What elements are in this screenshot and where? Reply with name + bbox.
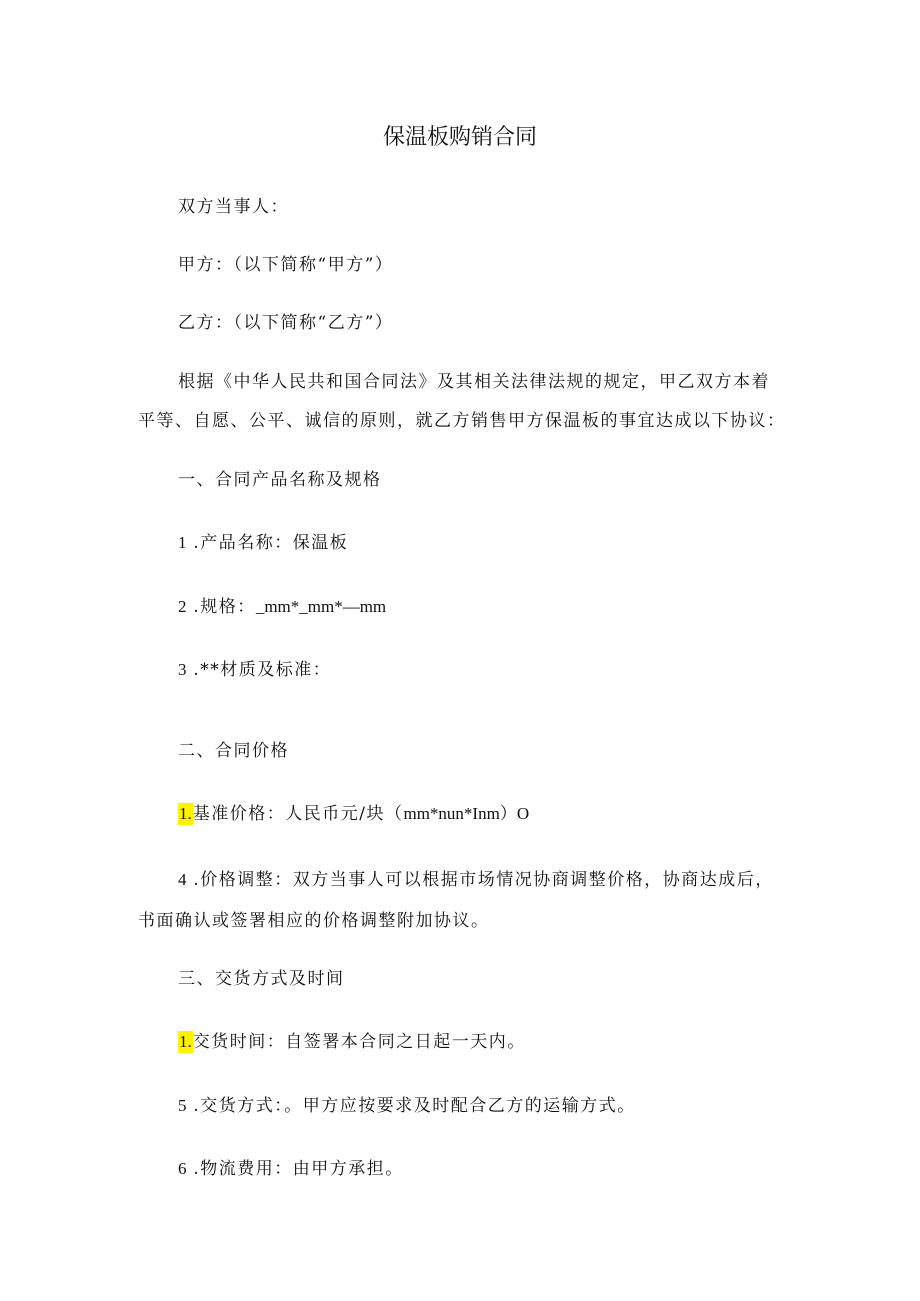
item-units: mm*nun*Inm <box>403 804 500 823</box>
section-1-item-2 <box>178 596 386 618</box>
item-tail: ）O <box>499 804 530 823</box>
item-number: 3 <box>178 660 187 679</box>
section-3-item-5 <box>178 1095 636 1117</box>
item-text: .交货方式：。甲方应按要求及时配合乙方的运输方式。 <box>193 1096 636 1116</box>
section-2-item-1 <box>178 803 529 825</box>
section-1-heading: 一、合同产品名称及规格 <box>178 470 382 490</box>
party-b-line: 乙方：（以下简称“乙方”） <box>178 313 394 333</box>
section-2-item-4 <box>178 869 774 891</box>
item-text: .物流费用：由甲方承担。 <box>193 1159 404 1179</box>
item-number: 1 <box>178 533 187 552</box>
document-title: 保温板购销合同 <box>382 125 537 150</box>
item-number: 6 <box>178 1159 187 1178</box>
section-1-item-3 <box>178 659 331 681</box>
item-text: .**材质及标准： <box>193 660 332 680</box>
item-number: 4 <box>178 870 187 889</box>
section-3-item-1 <box>178 1031 526 1053</box>
section-2-heading: 二、合同价格 <box>178 741 289 761</box>
parties-heading: 双方当事人： <box>178 197 289 217</box>
item-text: 交货时间：自签署本合同之日起一天内。 <box>192 1032 526 1052</box>
item-text: .规格： <box>193 597 256 617</box>
section-3-item-6 <box>178 1158 404 1180</box>
intro-paragraph-line-2: 平等、自愿、公平、诚信的原则，就乙方销售甲方保温板的事宜达成以下协议： <box>138 411 786 431</box>
item-number: 5 <box>178 1096 187 1115</box>
highlighted-item-number: 1. <box>179 1032 192 1051</box>
section-3-heading: 三、交货方式及时间 <box>178 969 345 989</box>
highlighted-item-number: 1. <box>179 804 192 823</box>
item-number: 2 <box>178 597 187 616</box>
item-text: .价格调整：双方当事人可以根据市场情况协商调整价格，协商达成后， <box>193 870 774 890</box>
item-dimensions: _mm*_mm*—mm <box>255 597 387 616</box>
section-2-item-4-continued: 书面确认或签署相应的价格调整附加协议。 <box>138 911 490 931</box>
item-text: 基准价格：人民币元/块（ <box>192 804 404 824</box>
intro-paragraph-line-1: 根据《中华人民共和国合同法》及其相关法律法规的规定，甲乙双方本着 <box>178 372 770 392</box>
party-a-line: 甲方：（以下简称“甲方”） <box>178 255 394 275</box>
section-1-item-1 <box>178 532 348 554</box>
item-text: .产品名称：保温板 <box>193 533 349 553</box>
